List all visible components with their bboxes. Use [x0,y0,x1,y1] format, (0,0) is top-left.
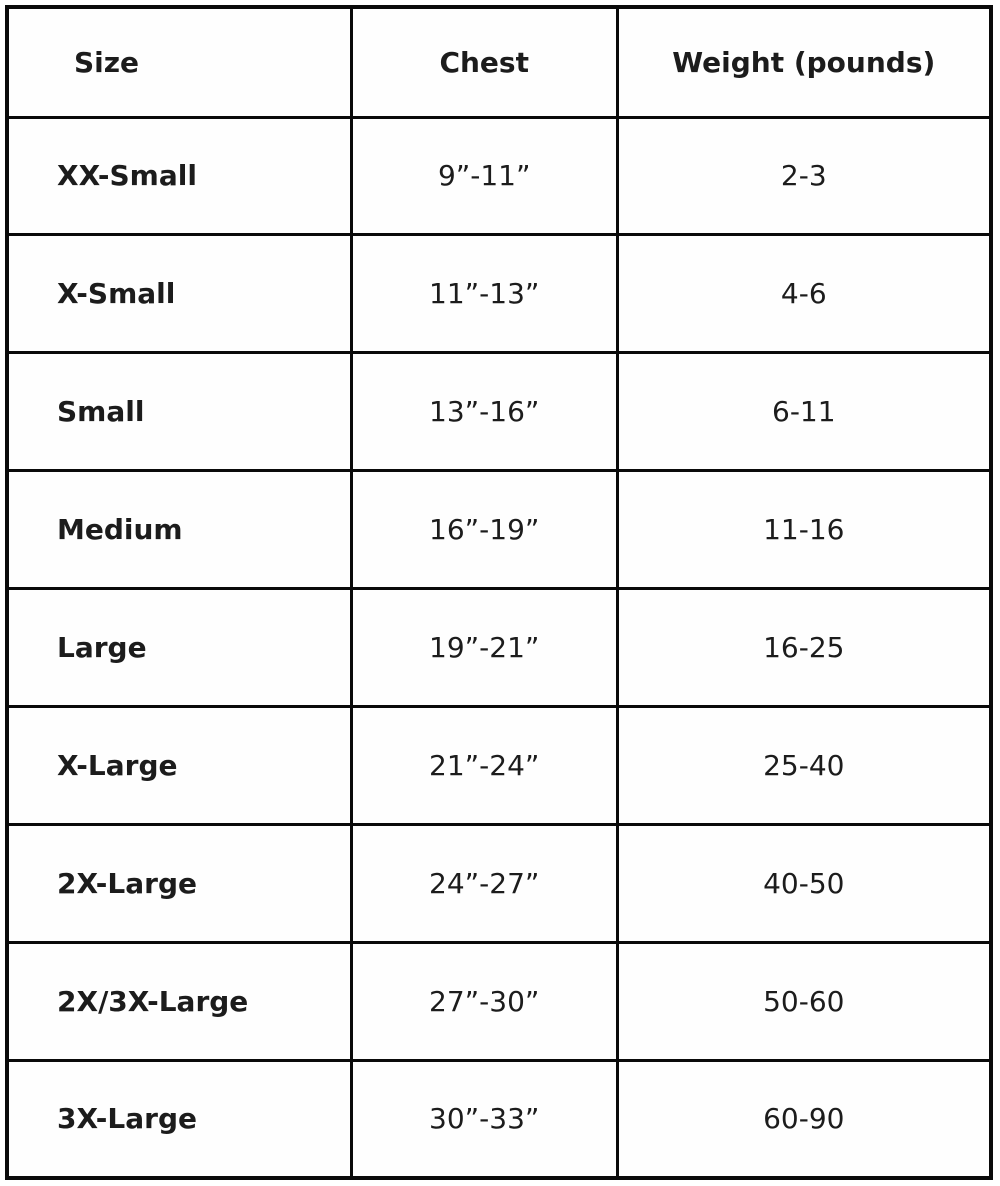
size-cell: 2X-Large [7,824,351,942]
table-row [7,1060,991,1178]
size-cell: Small [7,353,351,471]
size-cell: Medium [7,471,351,589]
weight-cell: 60-90 [617,1060,991,1178]
weight-cell: 11-16 [617,471,991,589]
weight-cell: 6-11 [617,353,991,471]
column-header-chest: Chest [351,7,617,117]
table-row [7,706,991,824]
header-row [7,7,991,117]
weight-cell: 50-60 [617,942,991,1060]
chest-cell: 30”-33” [351,1060,617,1178]
weight-cell: 4-6 [617,235,991,353]
table-row [7,353,991,471]
size-chart-table [5,5,993,1180]
weight-cell: 2-3 [617,117,991,235]
size-cell: 2X/3X-Large [7,942,351,1060]
chest-cell: 21”-24” [351,706,617,824]
table-row [7,824,991,942]
column-header-weight: Weight (pounds) [617,7,991,117]
chest-cell: 16”-19” [351,471,617,589]
size-cell: X-Large [7,706,351,824]
table-row [7,589,991,707]
weight-cell: 16-25 [617,589,991,707]
size-cell: 3X-Large [7,1060,351,1178]
weight-cell: 25-40 [617,706,991,824]
chest-cell: 27”-30” [351,942,617,1060]
size-cell: Large [7,589,351,707]
chest-cell: 11”-13” [351,235,617,353]
column-header-size: Size [7,7,351,117]
chest-cell: 9”-11” [351,117,617,235]
table-row [7,471,991,589]
chest-cell: 24”-27” [351,824,617,942]
table-row [7,235,991,353]
size-cell: XX-Small [7,117,351,235]
chest-cell: 19”-21” [351,589,617,707]
size-cell: X-Small [7,235,351,353]
chest-cell: 13”-16” [351,353,617,471]
table-row [7,117,991,235]
weight-cell: 40-50 [617,824,991,942]
table-row [7,942,991,1060]
